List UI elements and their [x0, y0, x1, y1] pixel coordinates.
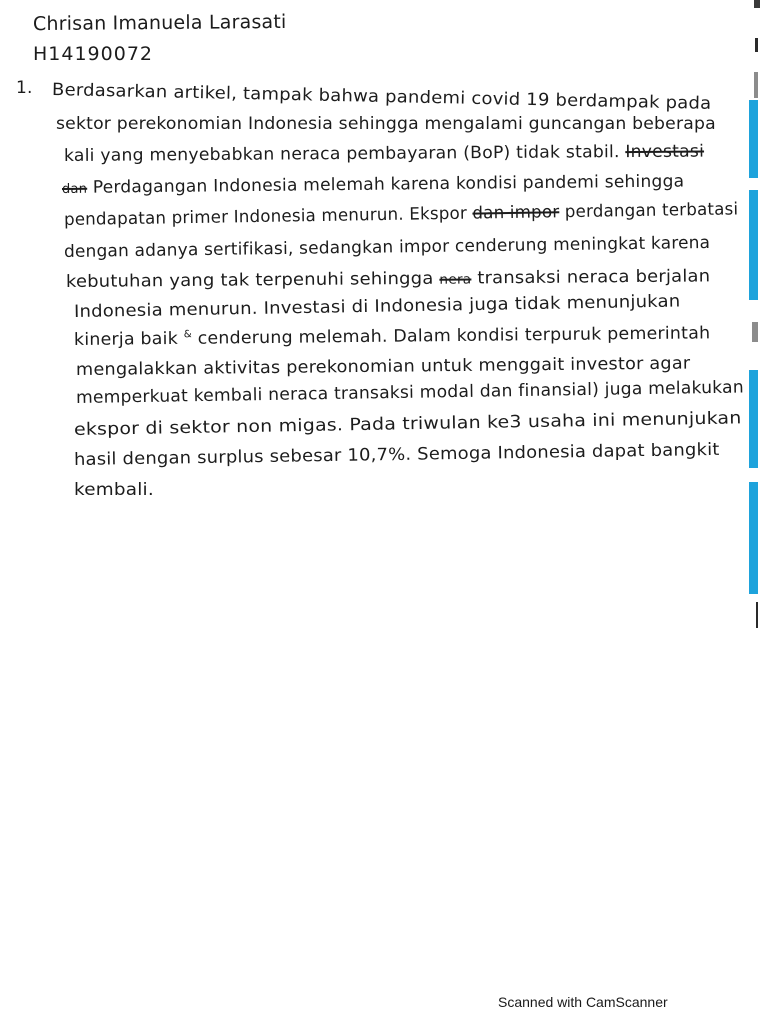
answer-text-segment: ekspor di sektor non migas. Pada triwulan ke3 usaha ini menunjukan	[73, 408, 742, 440]
answer-text-segment: kinerja baik	[73, 328, 184, 350]
answer-text-segment: kali yang menyebabkan neraca pembayaran (BoP) tidak stabil.	[63, 142, 626, 166]
answer-text-segment: kebutuhan yang tak terpenuhi sehingga	[65, 268, 440, 292]
answer-line	[64, 233, 710, 262]
answer-text-segment: Berdasarkan artikel, tampak bahwa pandemi covid 19 berdampak pada	[51, 80, 712, 114]
edge-mark	[749, 482, 758, 594]
answer-text-segment: hasil dengan surplus sebesar 10,7%. Semoga Indonesia dapat bangkit	[73, 439, 720, 470]
edge-mark	[749, 100, 758, 178]
answer-text-segment: perdangan terbatasi	[559, 199, 739, 223]
answer-text-segment: transaksi neraca berjalan	[471, 266, 711, 289]
edge-mark	[749, 370, 758, 468]
crossed-out-word: dan	[61, 181, 88, 197]
answer-text-segment: cenderung melemah. Dalam kondisi terpuruk pemerintah	[191, 323, 711, 349]
answer-text-segment: kembali.	[74, 480, 154, 500]
student-id: H14190072	[33, 43, 153, 65]
crossed-out-word: nera	[439, 272, 472, 288]
answer-line	[74, 408, 742, 440]
crossed-out-word: dan impor	[472, 202, 560, 224]
answer-text-segment: dengan adanya sertifikasi, sedangkan impor cenderung meningkat karena	[63, 232, 711, 262]
answer-line	[76, 354, 691, 380]
student-name: Chrisan Imanuela Larasati	[32, 10, 287, 36]
answer-line	[66, 266, 710, 292]
edge-mark	[752, 322, 758, 342]
answer-text-segment: memperkuat kembali neraca transaksi modal dan finansial) juga melakukan	[75, 377, 744, 408]
answer-line	[76, 378, 744, 408]
crossed-out-word: &	[183, 329, 192, 341]
answer-line	[74, 440, 720, 470]
answer-text-segment: mengalakkan aktivitas perekonomian untuk menggait investor agar	[75, 353, 691, 380]
answer-text-segment: sektor perekonomian Indonesia sehingga mengalami guncangan beberapa	[56, 114, 716, 134]
answer-line	[74, 323, 710, 350]
answer-text-segment: pendapatan primer Indonesia menurun. Ekspor	[63, 203, 473, 230]
edge-mark	[749, 190, 758, 300]
edge-mark	[756, 602, 758, 628]
answer-line	[74, 480, 154, 500]
question-number: 1.	[16, 78, 33, 98]
answer-text-segment: Perdagangan Indonesia melemah karena kondisi pandemi sehingga	[87, 171, 685, 198]
answer-line	[64, 142, 704, 166]
page-corner-mark	[754, 0, 760, 8]
answer-line	[74, 291, 681, 322]
scanner-watermark: Scanned with CamScanner	[498, 994, 668, 1010]
edge-mark	[755, 38, 758, 52]
answer-line	[52, 80, 712, 114]
answer-line	[64, 199, 739, 230]
answer-text-segment: Indonesia menurun. Investasi di Indonesia juga tidak menunjukan	[73, 291, 681, 322]
answer-line	[56, 114, 716, 134]
answer-line	[62, 171, 684, 198]
crossed-out-word: Investasi	[625, 141, 705, 163]
edge-mark	[754, 72, 758, 98]
